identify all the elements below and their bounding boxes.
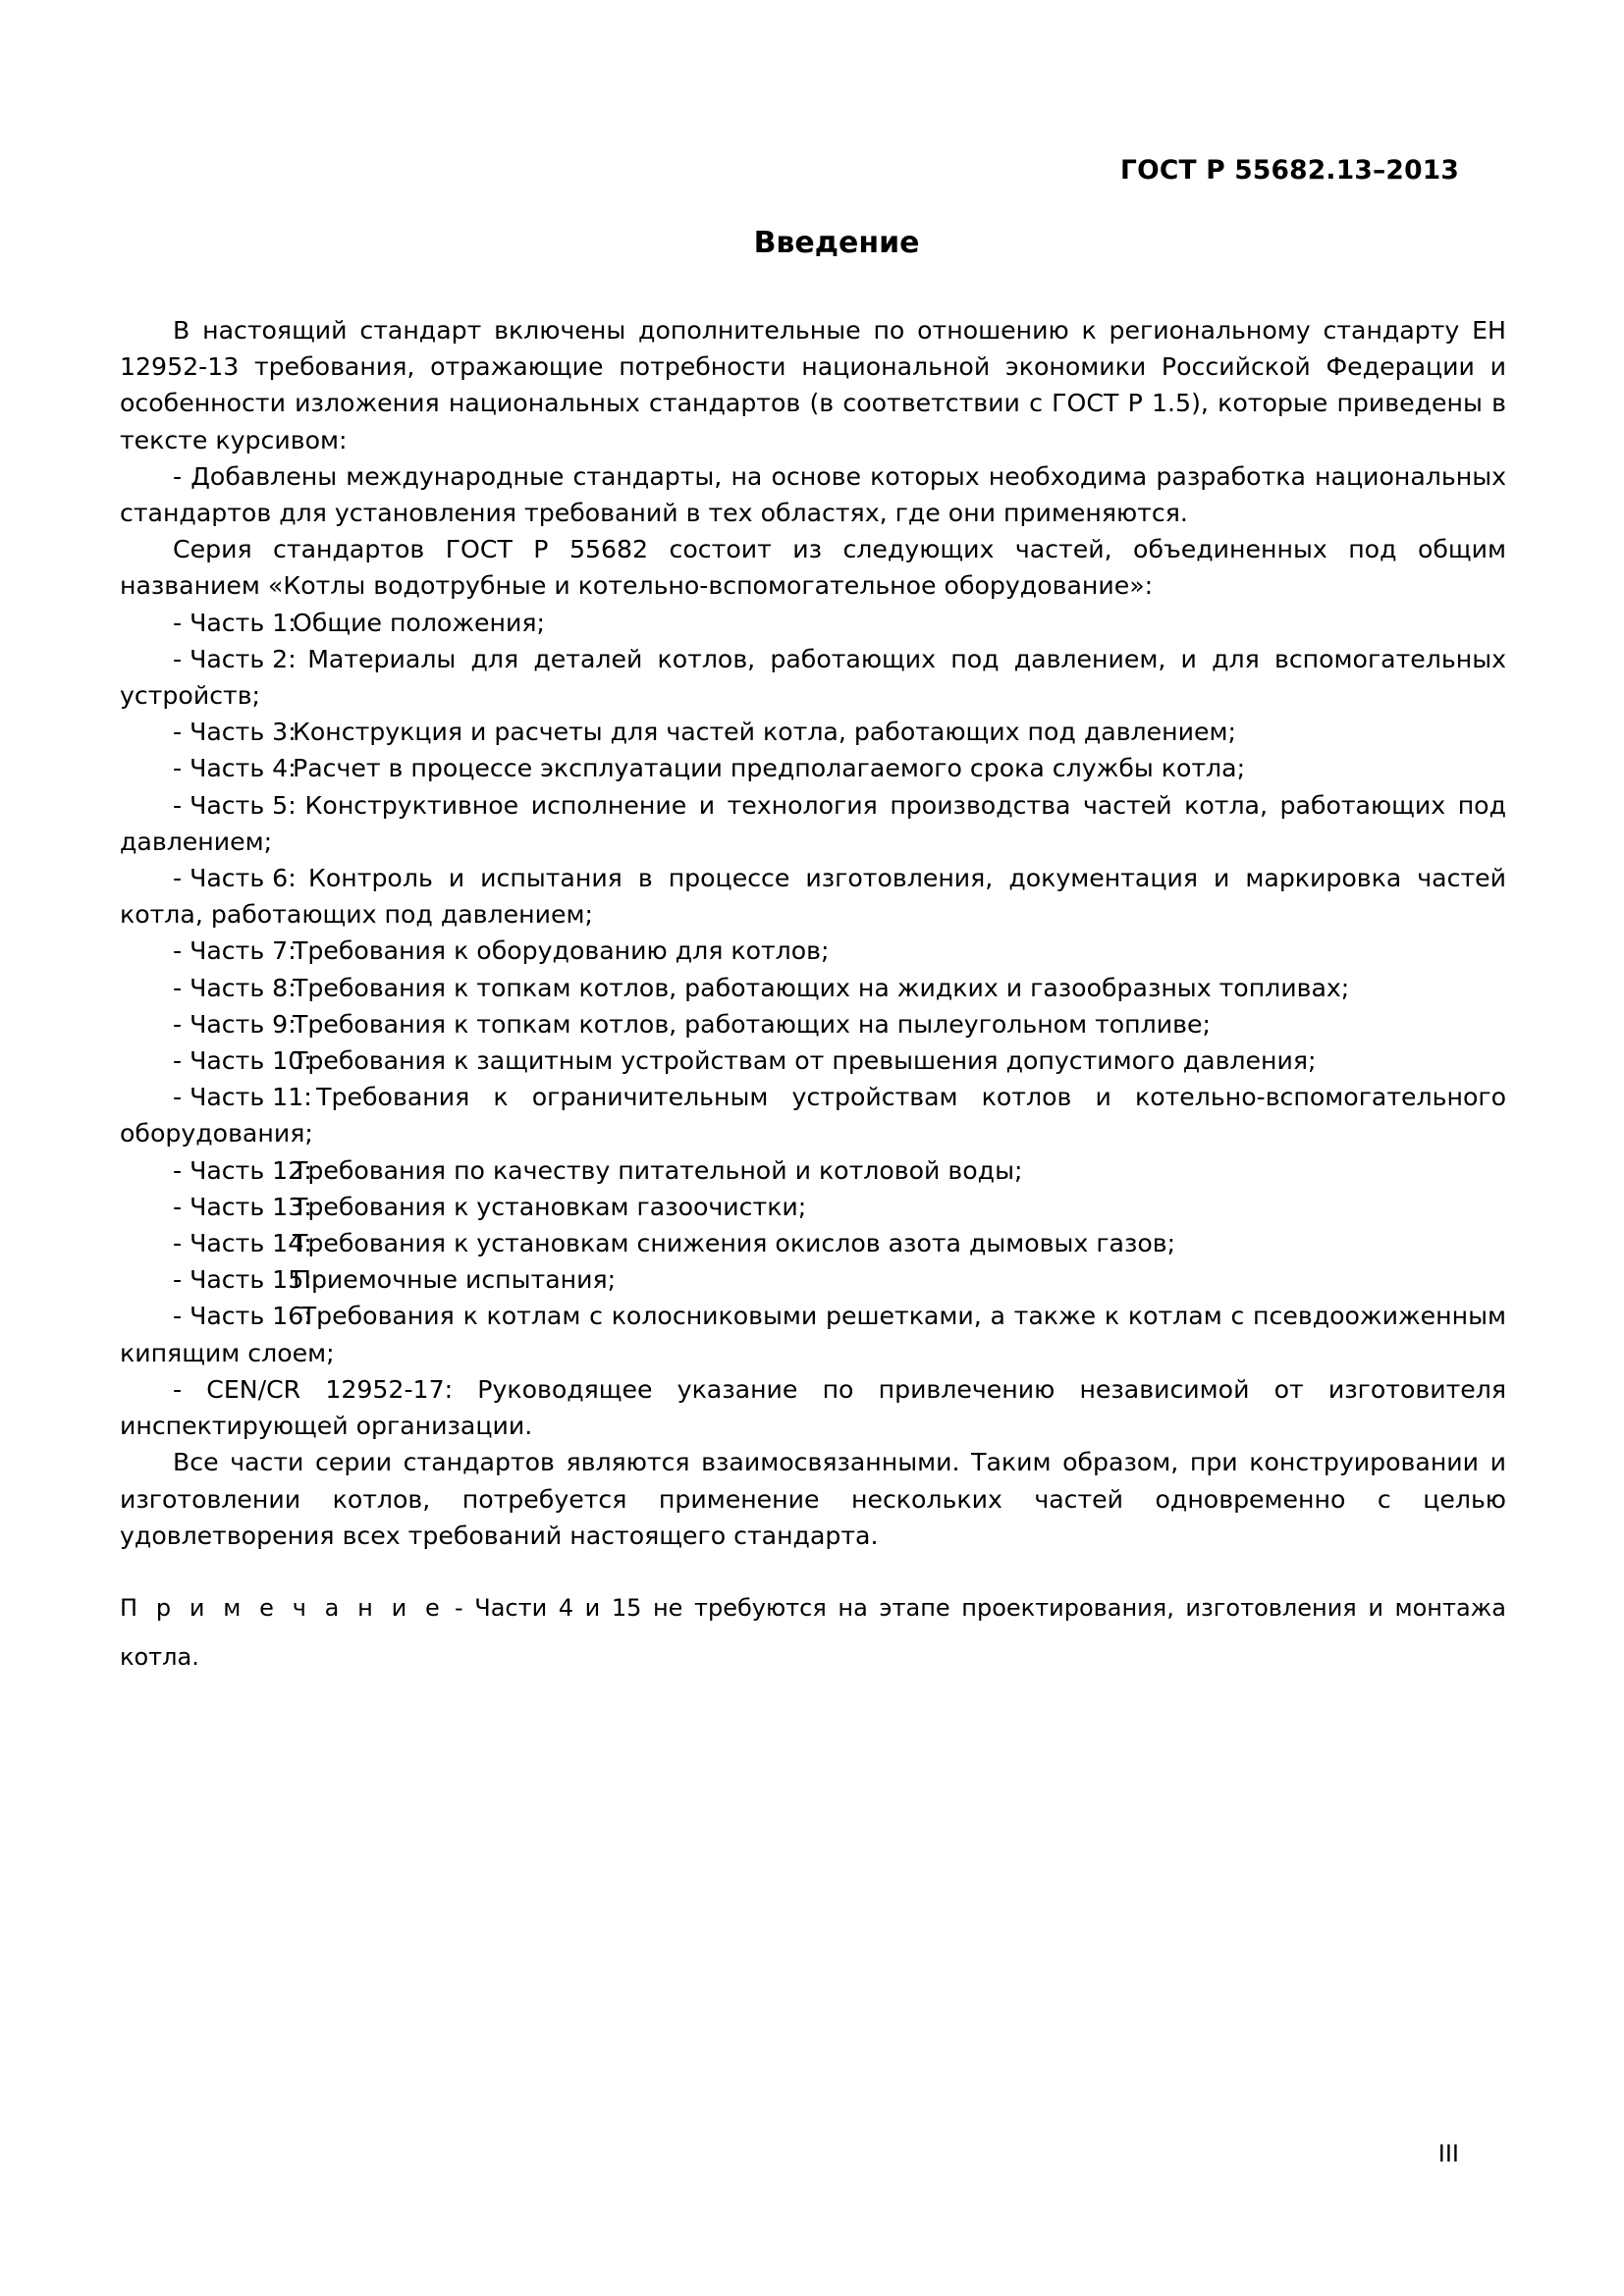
part-label: - Часть 5: [173,790,297,820]
part-label: - Часть 3: [173,718,297,747]
part-text: Материалы для деталей котлов, работающих под давлением, и для вспомогательных устройств; [120,644,1506,711]
standard-code-header: ГОСТ Р 55682.13–2013 [1120,155,1459,186]
list-item [120,1189,1506,1225]
part-text: Требования к котлам с колосниковыми решетками, а также к котлам с псевдоожиженным кипящим слоем; [120,1302,1506,1367]
paragraph-series-intro: Серия стандартов ГОСТ Р 55682 состоит из следующих частей, объединенных под общим названием «Котлы водотрубные и котельно-вспомогательное оборудование»: [120,535,1506,601]
list-item [120,605,1506,641]
document-body [120,312,1506,1682]
part-text: Конструкция и расчеты для частей котла, работающих под давлением; [293,718,1236,747]
list-item [120,714,1506,750]
list-item [120,1079,1506,1151]
part-label: - Часть 7: [173,936,297,966]
list-item [120,1298,1506,1370]
note-text: - Части 4 и 15 не требуются на этапе проектирования, изготовления и монтажа котла. [120,1593,1506,1671]
list-item [120,1225,1506,1261]
part-label: - Часть 2: [173,644,297,673]
part-text: Требования к установкам газоочистки; [293,1192,807,1221]
part-text: Требования к топкам котлов, работающих на жидких и газообразных топливах; [293,973,1350,1002]
part-text: Контроль и испытания в процессе изготовления, документация и маркировка частей котла, работающих под давлением; [120,864,1506,930]
list-item [120,1261,1506,1298]
part-text: Требования к ограничительным устройствам котлов и котельно-вспомогательного оборудования; [120,1083,1506,1148]
paragraph-intro: В настоящий стандарт включены дополнительные по отношению к региональному стандарту ЕН 12952-13 требования, отражающие потребности национальной экономики Российской Федерации и особенности изложения национальных стандартов (в соответствии с ГОСТ Р 1.5), которые приведены в тексте курсивом: [120,316,1506,454]
list-item [120,1042,1506,1079]
part-text: Требования к установкам снижения окислов азота дымовых газов; [293,1229,1176,1258]
part-label: - Часть 16: [173,1302,312,1331]
cen-text: Руководящее указание по привлечению независимой от изготовителя инспектирующей организации. [120,1374,1506,1441]
part-text: Расчет в процессе эксплуатации предполагаемого срока службы котла; [293,754,1246,783]
part-text: Приемочные испытания; [293,1265,617,1295]
note-block [120,1583,1506,1682]
part-label: - Часть 12: [173,1155,312,1185]
part-label: - Часть 15: [173,1265,312,1295]
part-text: Требования по качеству питательной и котловой воды; [293,1155,1023,1185]
list-item [120,860,1506,933]
part-label: - Часть 4: [173,754,297,783]
paragraph-cen-cr [120,1371,1506,1444]
cen-label: - CEN/CR 12952-17: [173,1374,454,1404]
note-label: П р и м е ч а н и е [120,1593,444,1622]
part-label: - Часть 13: [173,1192,312,1221]
list-item [120,1006,1506,1042]
part-text: Требования к топкам котлов, работающих на пылеугольном топливе; [293,1009,1211,1039]
list-item [120,641,1506,714]
part-text: Требования к защитным устройствам от превышения допустимого давления; [293,1046,1317,1076]
list-item [120,933,1506,969]
part-label: - Часть 9: [173,1009,297,1039]
part-label: - Часть 6: [173,864,297,893]
page-number: III [1437,2140,1459,2167]
part-text: Конструктивное исполнение и технология производства частей котла, работающих под давлением; [120,790,1506,856]
part-text: Требования к оборудованию для котлов; [293,936,830,966]
page-title: Введение [753,226,920,260]
part-label: - Часть 14: [173,1229,312,1258]
part-label: - Часть 1: [173,608,297,637]
list-item [120,787,1506,860]
part-label: - Часть 8: [173,973,297,1002]
part-label: - Часть 11: [173,1083,312,1112]
paragraph-interrelation: Все части серии стандартов являются взаимосвязанными. Таким образом, при конструировании и изготовлении котлов, потребуется применение нескольких частей одновременно с целью удовлетворения всех требований настоящего стандарта. [120,1448,1506,1550]
part-label: - Часть 10: [173,1046,312,1076]
list-item [120,750,1506,786]
list-item [120,970,1506,1006]
part-text: Общие положения; [293,608,546,637]
paragraph-added-standards: - Добавлены международные стандарты, на основе которых необходима разработка национальных стандартов для установления требований в тех областях, где они применяются. [120,461,1506,528]
list-item [120,1152,1506,1189]
